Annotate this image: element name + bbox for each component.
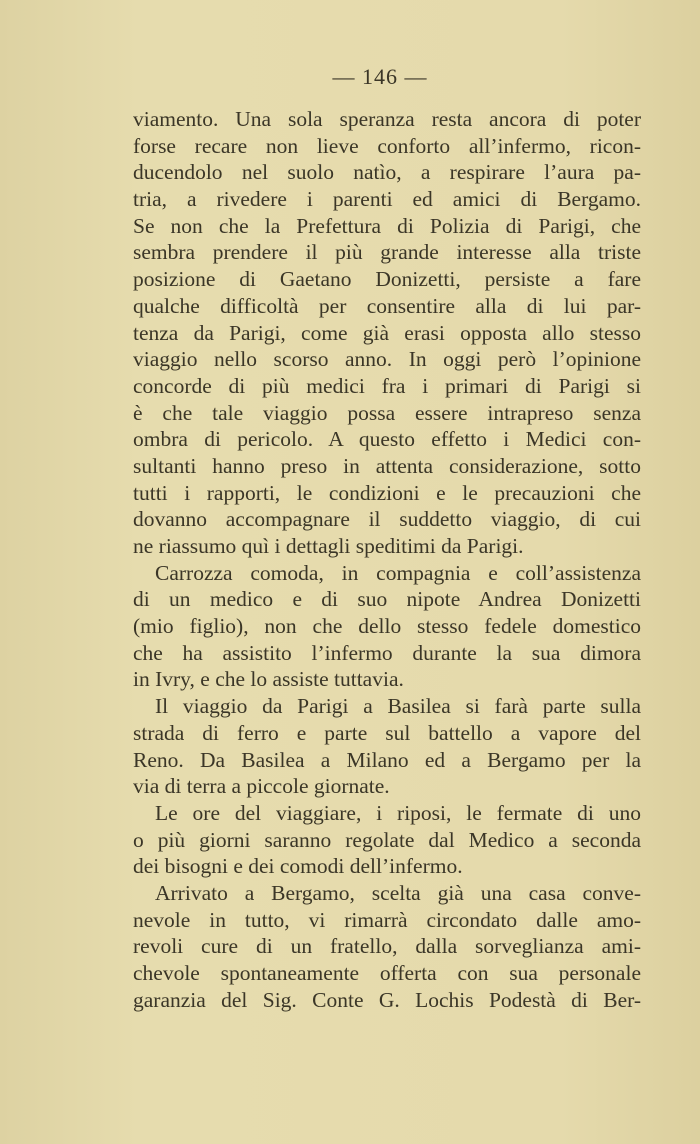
paragraph xyxy=(133,106,641,560)
text-line: qualche difficoltà per consentire alla di lui par- xyxy=(133,293,641,318)
text-line: è che tale viaggio possa essere intrapreso senza xyxy=(133,400,641,425)
text-line: in Ivry, e che lo assiste tuttavia. xyxy=(133,667,404,692)
text-line: (mio figlio), non che dello stesso fedele domestico xyxy=(133,614,641,639)
text-line: posizione di Gaetano Donizetti, persiste a fare xyxy=(133,267,641,292)
text-line: Le ore del viaggiare, i riposi, le fermate di uno xyxy=(155,800,641,825)
text-line: strada di ferro e parte sul battello a vapore del xyxy=(133,720,641,745)
text-line: garanzia del Sig. Conte G. Lochis Podestà di Ber- xyxy=(133,987,641,1012)
text-line: revoli cure di un fratello, dalla sorveglianza ami- xyxy=(133,934,641,959)
text-line: sembra prendere il più grande interesse alla triste xyxy=(133,240,641,265)
paragraph xyxy=(133,880,641,1013)
text-line: ne riassumo quì i dettagli speditimi da Parigi. xyxy=(133,534,524,558)
text-line: di un medico e di suo nipote Andrea Donizetti xyxy=(133,587,641,612)
text-line: Arrivato a Bergamo, scelta già una casa conve- xyxy=(155,880,641,905)
text-line: concorde di più medici fra i primari di Parigi si xyxy=(133,373,641,398)
text-line: Reno. Da Basilea a Milano ed a Bergamo per la xyxy=(133,747,641,772)
text-line: ducendolo nel suolo natìo, a respirare l’aura pa- xyxy=(133,160,641,185)
page-number: — 146 — xyxy=(332,64,428,89)
body-text xyxy=(133,106,641,1013)
text-line: forse recare non lieve conforto all’infermo, ricon- xyxy=(133,133,641,158)
text-line: o più giorni saranno regolate dal Medico a seconda xyxy=(133,827,641,852)
paragraph xyxy=(133,693,641,800)
text-line: ombra di pericolo. A questo effetto i Medici con- xyxy=(133,427,641,452)
text-line: dovanno accompagnare il suddetto viaggio, di cui xyxy=(133,507,641,532)
text-line: chevole spontaneamente offerta con sua personale xyxy=(133,961,641,985)
text-line: Il viaggio da Parigi a Basilea si farà parte sulla xyxy=(155,694,641,719)
text-line: tutti i rapporti, le condizioni e le precauzioni che xyxy=(133,480,641,505)
text-line: tria, a rivedere i parenti ed amici di Bergamo. xyxy=(133,187,641,212)
text-line: nevole in tutto, vi rimarrà circondato dalle amo- xyxy=(133,907,641,932)
text-line: Se non che la Prefettura di Polizia di Parigi, che xyxy=(133,213,641,238)
text-line: sultanti hanno preso in attenta considerazione, sotto xyxy=(133,453,641,478)
text-line: viamento. Una sola speranza resta ancora di poter xyxy=(133,107,641,131)
text-line: che ha assistito l’infermo durante la sua dimora xyxy=(133,640,641,665)
text-line: dei bisogni e dei comodi dell’infermo. xyxy=(133,854,463,879)
text-line: viaggio nello scorso anno. In oggi però l’opinione xyxy=(133,347,641,372)
text-line: via di terra a piccole giornate. xyxy=(133,774,390,799)
paragraph xyxy=(133,800,641,880)
paragraph xyxy=(133,560,641,693)
text-line: tenza da Parigi, come già erasi opposta allo stesso xyxy=(133,320,641,345)
text-line: Carrozza comoda, in compagnia e coll’assistenza xyxy=(155,560,641,585)
